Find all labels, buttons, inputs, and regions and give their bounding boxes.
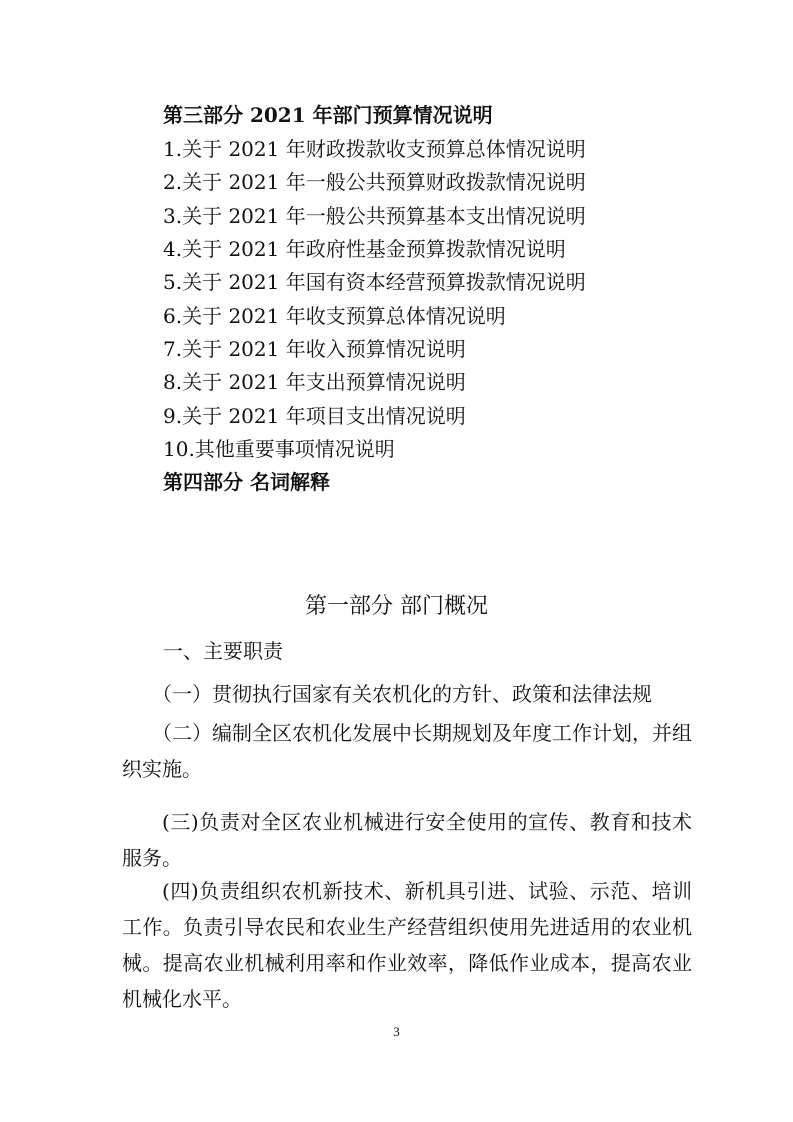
part4-heading: 第四部分 名词解释 [163, 470, 330, 494]
toc-item: 5.关于 2021 年国有资本经营预算拨款情况说明 [163, 270, 586, 294]
section-subheading: 一、主要职责 [163, 639, 283, 663]
toc-item: 2.关于 2021 年一般公共预算财政拨款情况说明 [163, 170, 586, 194]
toc-item: 4.关于 2021 年政府性基金预算拨款情况说明 [163, 237, 566, 261]
toc-item: 10.其他重要事项情况说明 [163, 437, 395, 461]
page-number: 3 [393, 1024, 400, 1039]
section-title: 第一部分 部门概况 [305, 594, 488, 619]
toc-item: 9.关于 2021 年项目支出情况说明 [163, 404, 466, 428]
toc-item: 6.关于 2021 年收支预算总体情况说明 [163, 304, 506, 328]
duty-paragraph: （二）编制全区农机化发展中长期规划及年度工作计划，并组织实施。 [122, 721, 692, 781]
part3-heading: 第三部分 2021 年部门预算情况说明 [163, 103, 493, 127]
toc-item: 3.关于 2021 年一般公共预算基本支出情况说明 [163, 204, 586, 228]
duty-paragraph: （一）贯彻执行国家有关农机化的方针、政策和法律法规 [152, 682, 652, 706]
duty-paragraph: (三)负责对全区农业机械进行安全使用的宣传、教育和技术服务。 [122, 810, 692, 870]
toc-item: 7.关于 2021 年收入预算情况说明 [163, 337, 466, 361]
duty-paragraph: (四)负责组织农机新技术、新机具引进、试验、示范、培训工作。负责引导农民和农业生产经营组织使用先进适用的农业机械。提高农业机械利用率和作业效率，降低作业成本，提高农业机械化水平。 [122, 879, 692, 1011]
toc-item: 1.关于 2021 年财政拨款收支预算总体情况说明 [163, 137, 586, 161]
toc-item: 8.关于 2021 年支出预算情况说明 [163, 370, 466, 394]
